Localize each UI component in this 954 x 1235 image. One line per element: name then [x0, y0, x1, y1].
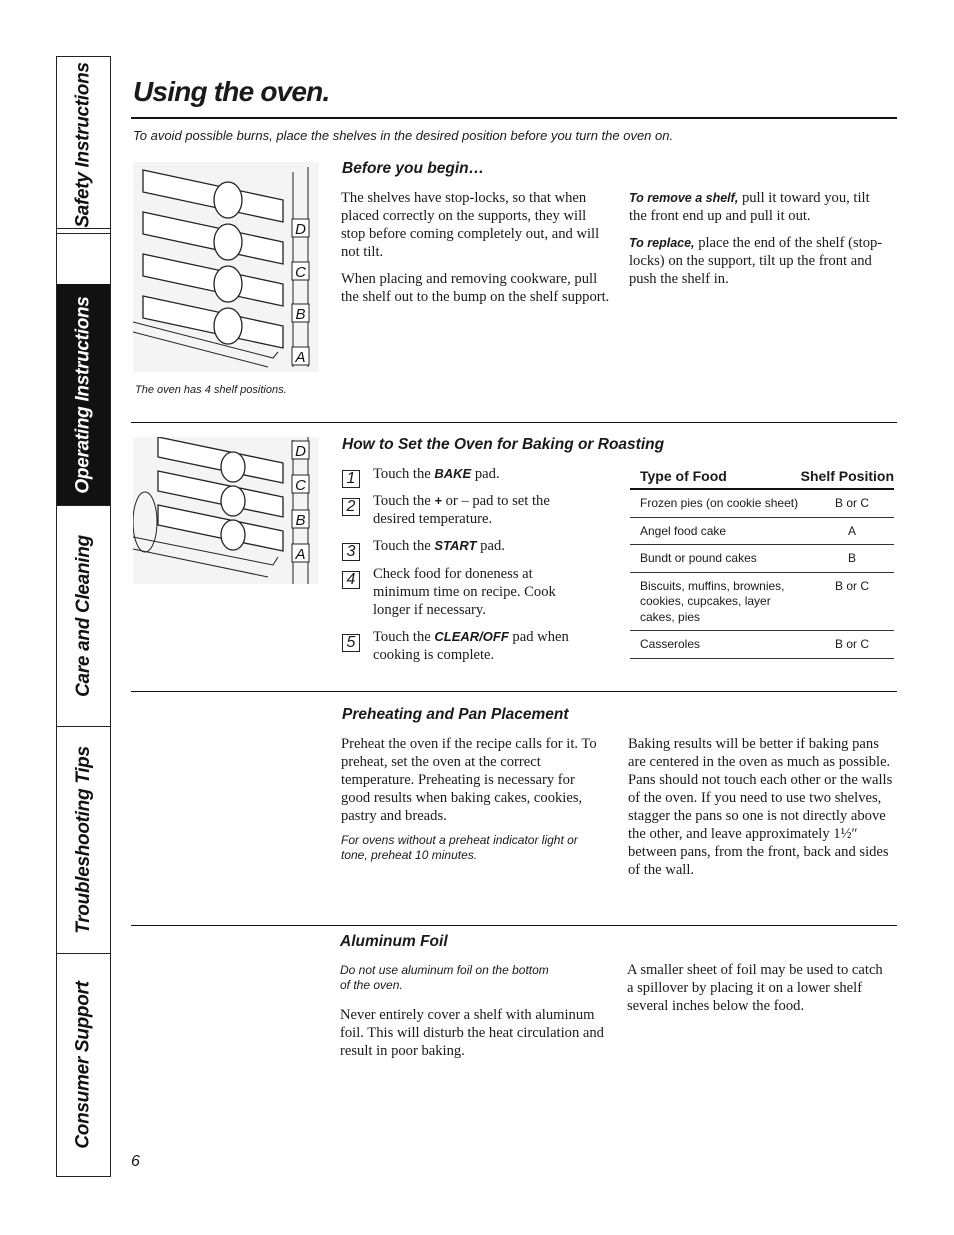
section-heading-foil: Aluminum Foil — [340, 933, 448, 950]
step-number: 4 — [342, 571, 360, 589]
tab-consumer-support[interactable] — [57, 954, 110, 1176]
tab-safety-instructions[interactable] — [57, 57, 110, 234]
shelf-label-d: D — [295, 221, 306, 238]
tab-label: Consumer Support — [72, 981, 94, 1149]
section-heading-baking: How to Set the Oven for Baking or Roasting — [342, 436, 665, 453]
shelves-paragraph: The shelves have stop-locks, so that when placed correctly on the supports, they will stop before coming completely out, and will not tilt. — [341, 190, 600, 260]
step-key: + — [434, 493, 442, 508]
shelf-label-b: B — [295, 512, 306, 529]
foil-note: Do not use aluminum foil on the bottom of the oven. — [340, 963, 549, 992]
foil-paragraph: Never entirely cover a shelf with aluminum foil. This will disturb the heat circulation and result in poor baking. — [340, 1007, 604, 1059]
step-text — [373, 628, 593, 664]
food-cell: Biscuits, muffins, brownies, cookies, cupcakes, layer cakes, pies — [640, 578, 785, 624]
tab-label: Care and Cleaning — [72, 535, 94, 697]
food-cell: Casseroles — [640, 637, 701, 651]
before-left-column — [341, 189, 613, 306]
cookware-paragraph: When placing and removing cookware, pull the shelf out to the bump on the shelf support. — [341, 271, 610, 305]
step-text — [373, 537, 593, 555]
step-number: 2 — [342, 498, 360, 516]
replace-shelf-paragraph — [629, 234, 891, 288]
step-text-part: pad when cooking is complete. — [373, 629, 569, 663]
shelf-label-a: A — [295, 349, 306, 366]
replace-lead: To replace, — [629, 236, 695, 250]
remove-lead: To remove a shelf, — [629, 191, 739, 205]
step-text — [373, 565, 593, 619]
step-text-part: Touch the — [373, 538, 435, 554]
shelf-cell: B or C — [834, 496, 869, 510]
table-header — [630, 462, 894, 490]
section-heading-before: Before you begin… — [342, 160, 485, 177]
preheat-left-column — [341, 735, 607, 863]
pan-placement-paragraph: Baking results will be better if baking pans are centered in the oven as much as possible. Pans should not touch each other or the walls of the oven. If you need to use two shelves, stagger the pans so one is not directly above the other, and leave approximately 1½″ between pans, from the front, back and sides of the wall. — [628, 736, 893, 878]
shelf-label-c: C — [295, 264, 306, 281]
tab-operating-instructions[interactable] — [57, 284, 110, 506]
step-key: BAKE — [434, 466, 472, 481]
table-row — [630, 631, 894, 659]
step-text-part: or – pad to set the desired temperature. — [373, 493, 550, 527]
column-header-food: Type of Food — [640, 468, 727, 484]
foil-left-column — [340, 963, 608, 1060]
intro-text: To avoid possible burns, place the shelves in the desired position before you turn the oven on. — [133, 128, 674, 143]
table-row — [630, 490, 894, 518]
step-number: 3 — [342, 543, 360, 561]
shelf-cell: B or C — [834, 637, 869, 651]
sidebar-nav — [56, 56, 111, 1177]
title-rule — [131, 117, 897, 119]
shelf-cell: B — [847, 551, 856, 565]
shelf-label-c: C — [295, 477, 306, 494]
step-text-part: pad. — [471, 466, 500, 482]
tab-label: Troubleshooting Tips — [72, 746, 94, 934]
remove-text: pull it toward you, tilt the front end up and pull it out. — [629, 190, 870, 224]
table-row — [630, 518, 894, 546]
food-cell: Bundt or pound cakes — [640, 551, 757, 565]
step-text-part: Touch the — [373, 493, 435, 509]
step-key: START — [434, 538, 477, 553]
preheat-note: For ovens without a preheat indicator light or tone, preheat 10 minutes. — [341, 833, 578, 862]
preheat-right-column — [628, 735, 896, 879]
foil-right-column — [627, 961, 889, 1015]
shelf-label-a: A — [295, 546, 306, 563]
replace-text: place the end of the shelf (stop-locks) on the support, tilt up the front and push the shelf in. — [629, 235, 883, 287]
column-header-shelf: Shelf Position — [800, 468, 894, 484]
shelf-cell: A — [847, 523, 856, 538]
before-right-column — [629, 189, 891, 288]
shelf-label-d: D — [295, 443, 306, 460]
table-row — [630, 573, 894, 632]
step-key: CLEAR/OFF — [434, 629, 509, 644]
tab-label: Safety Instructions — [72, 62, 94, 228]
section-divider — [131, 422, 897, 423]
step-text-part: pad. — [476, 538, 505, 554]
shelf-label-b: B — [295, 306, 306, 323]
page-title: Using the oven. — [133, 76, 330, 107]
section-divider — [131, 925, 897, 926]
tab-troubleshooting-tips[interactable] — [57, 727, 110, 954]
oven-shelves-illustration — [133, 162, 319, 372]
oven-baking-illustration — [133, 437, 319, 584]
step-text-part: Check food for doneness at minimum time on recipe. Cook longer if necessary. — [373, 566, 556, 618]
shelf-position-table — [630, 462, 894, 659]
section-heading-preheat: Preheating and Pan Placement — [342, 706, 569, 723]
food-cell: Frozen pies (on cookie sheet) — [640, 496, 799, 510]
food-cell: Angel food cake — [640, 523, 727, 538]
step-text — [373, 465, 593, 483]
shelf-cell: B or C — [834, 578, 869, 593]
step-text-part: Touch the — [373, 629, 435, 645]
foil-spillover-paragraph: A smaller sheet of foil may be used to catch a spillover by placing it on a lower shelf several inches below the food. — [627, 962, 883, 1014]
step-number: 5 — [342, 634, 360, 652]
tab-care-and-cleaning[interactable] — [57, 506, 110, 727]
preheat-paragraph: Preheat the oven if the recipe calls for it. To preheat, set the oven at the correct temperature. Preheating is necessary for good results when baking cakes, cookies, pastry and breads. — [341, 736, 597, 824]
section-divider — [131, 691, 897, 692]
table-row — [630, 545, 894, 573]
tab-divider — [56, 228, 111, 229]
step-text-part: Touch the — [373, 466, 435, 482]
illustration-caption: The oven has 4 shelf positions. — [135, 384, 287, 396]
remove-shelf-paragraph — [629, 189, 891, 225]
step-number: 1 — [342, 470, 360, 488]
step-text — [373, 492, 593, 528]
tab-label: Operating Instructions — [72, 295, 94, 494]
page-number: 6 — [131, 1153, 140, 1170]
